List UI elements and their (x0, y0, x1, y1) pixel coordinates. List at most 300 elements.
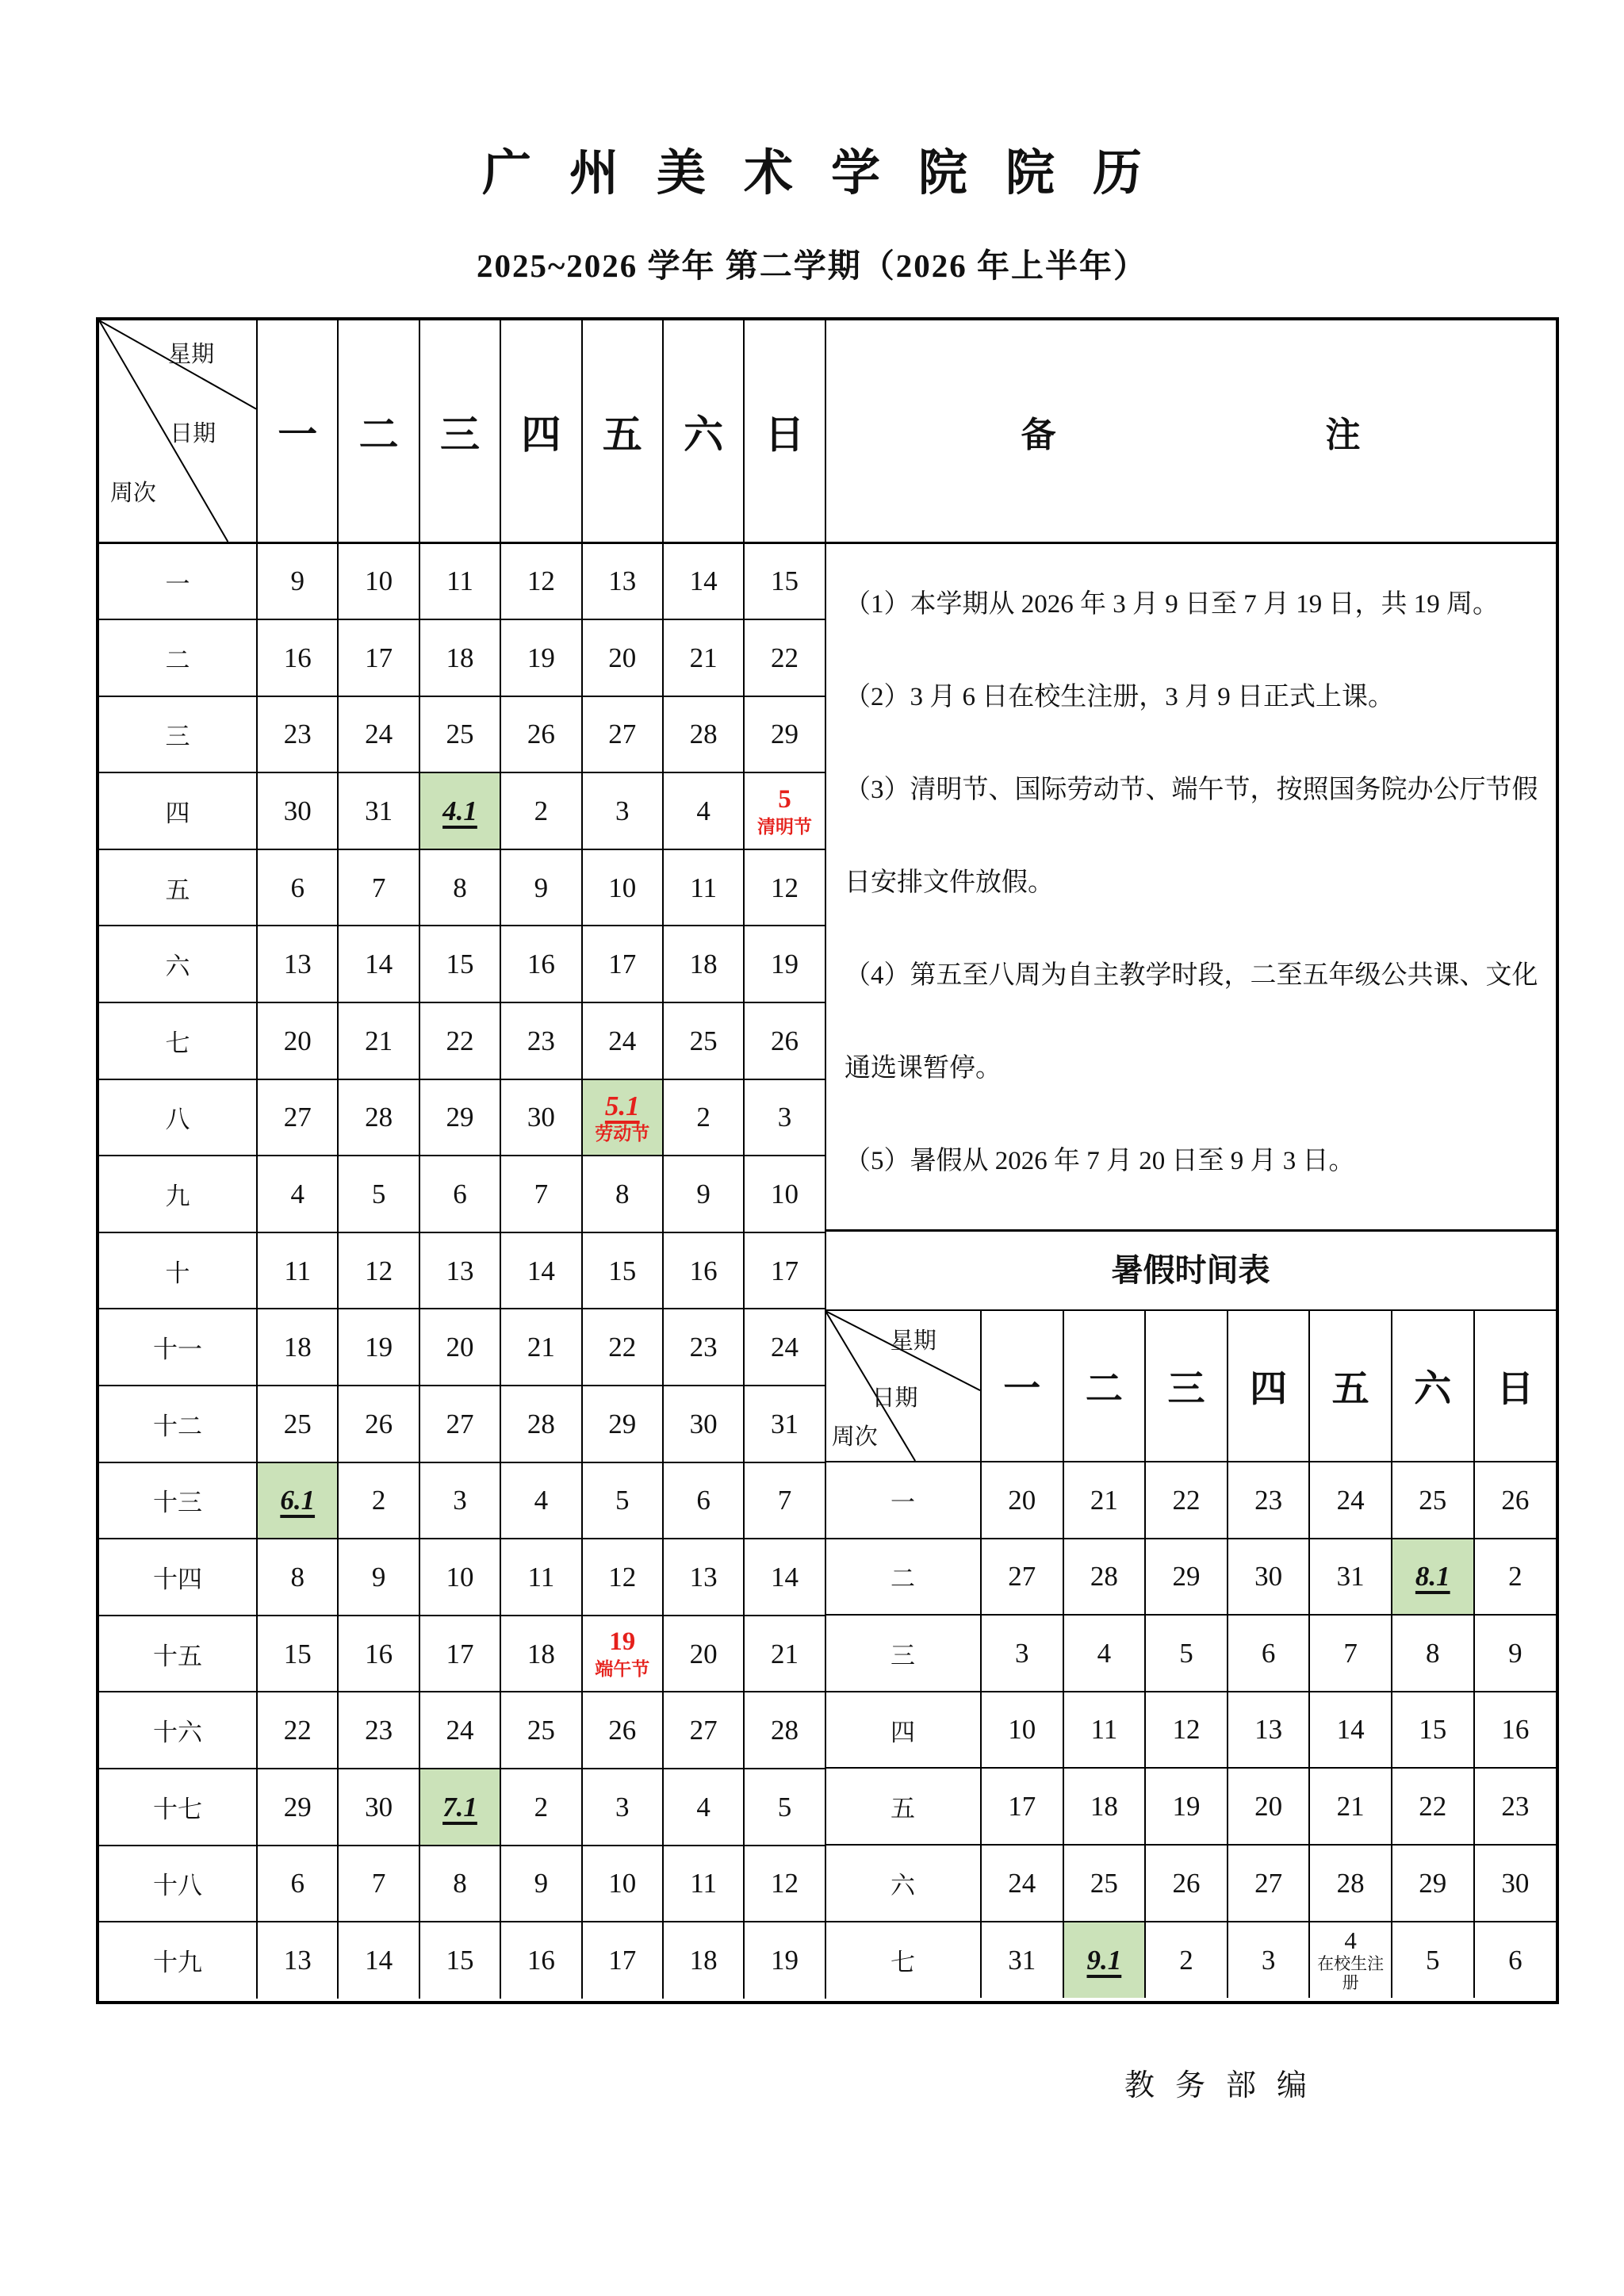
date-cell (663, 1462, 744, 1539)
date-number: 21 (1090, 1484, 1118, 1516)
date-number: 28 (1090, 1561, 1118, 1593)
day-of-week-header: 六 (1392, 1311, 1474, 1462)
remark-line: （4）第五至八周为自主教学时段，二至五年级公共课、文化通选课暂停。 (845, 961, 1538, 1083)
date-number: 21 (689, 642, 718, 673)
remark-line: （3）清明节、国际劳动节、端午节，按照国务院办公厅节假日安排文件放假。 (845, 776, 1538, 897)
date-cell (338, 1846, 419, 1922)
date-number: 13 (446, 1255, 474, 1286)
date-number: 29 (283, 1791, 312, 1823)
date-cell (1228, 1922, 1310, 1999)
date-number: 3 (615, 1791, 630, 1823)
date-cell (744, 849, 825, 926)
date-cell (744, 926, 825, 1002)
date-cell (1309, 1845, 1392, 1922)
date-cell (663, 619, 744, 696)
date-number: 12 (771, 872, 799, 903)
corner-label-weekno: 周次 (109, 481, 156, 507)
date-number: 29 (608, 1408, 637, 1439)
date-cell (744, 1309, 825, 1386)
date-cell (582, 772, 663, 849)
date-cell (419, 849, 500, 926)
date-cell (338, 1002, 419, 1079)
date-number: 11 (284, 1255, 312, 1286)
date-cell (338, 1156, 419, 1232)
date-cell (338, 849, 419, 926)
date-number: 11 (690, 872, 717, 903)
date-number: 27 (689, 1715, 718, 1746)
date-number: 22 (283, 1715, 312, 1746)
date-number: 4 (290, 1178, 304, 1209)
date-cell (257, 696, 338, 773)
page-subtitle: 2025~2026 学年 第二学期（2026 年上半年） (476, 247, 1148, 284)
date-number: 5.1 (604, 1090, 640, 1121)
date-number: 23 (1501, 1791, 1530, 1823)
date-cell (1392, 1692, 1474, 1769)
date-number: 14 (527, 1255, 555, 1286)
date-number: 2 (534, 795, 549, 826)
date-cell (582, 1386, 663, 1462)
date-cell (1474, 1922, 1557, 1999)
date-number: 14 (1336, 1714, 1365, 1746)
date-cell (744, 543, 825, 620)
date-number: 12 (365, 1255, 393, 1286)
calendar-week-row (99, 1079, 825, 1156)
date-cell (1474, 1692, 1557, 1769)
date-cell (663, 926, 744, 1002)
summer-corner-header-cell (825, 1311, 981, 1462)
date-cell (582, 1079, 663, 1156)
date-cell (500, 1616, 581, 1692)
date-annotation: 清明节 (757, 816, 813, 837)
date-cell (1309, 1692, 1392, 1769)
summer-header-row (825, 1311, 1556, 1462)
date-number: 14 (365, 949, 393, 980)
calendar-week-row (99, 1309, 825, 1386)
date-number: 11 (1090, 1714, 1118, 1746)
date-cell (744, 1692, 825, 1769)
date-number: 16 (527, 1945, 555, 1976)
week-number-label: 十七 (99, 1769, 257, 1846)
date-number: 30 (283, 795, 312, 826)
date-cell (1228, 1462, 1310, 1539)
date-number: 2 (1179, 1944, 1193, 1976)
date-cell (500, 1156, 581, 1232)
calendar-week-row (99, 1692, 825, 1769)
date-cell (663, 1232, 744, 1309)
date-number: 16 (365, 1638, 393, 1669)
date-cell (419, 543, 500, 620)
date-number: 25 (1090, 1867, 1118, 1899)
date-number: 28 (1336, 1867, 1365, 1899)
date-cell (419, 1156, 500, 1232)
date-cell (1474, 1845, 1557, 1922)
date-number: 8 (615, 1178, 630, 1209)
date-number: 6 (290, 1868, 304, 1899)
week-number-label: 十六 (99, 1692, 257, 1769)
date-cell (1145, 1539, 1228, 1616)
date-cell (257, 1539, 338, 1616)
date-cell (419, 1692, 500, 1769)
date-number: 3 (777, 1102, 792, 1133)
date-number: 9 (371, 1561, 386, 1593)
date-number: 25 (446, 719, 474, 750)
week-number-label: 六 (99, 926, 257, 1002)
date-cell (744, 1769, 825, 1846)
date-number: 18 (689, 1945, 718, 1976)
date-number: 20 (283, 1025, 312, 1056)
week-number-label: 四 (99, 772, 257, 849)
date-cell (1392, 1615, 1474, 1692)
date-number: 15 (446, 1945, 474, 1976)
remarks-header (825, 320, 1556, 544)
date-number: 24 (365, 719, 393, 750)
date-cell (500, 849, 581, 926)
date-cell (419, 1386, 500, 1462)
date-cell (981, 1768, 1063, 1845)
summer-vacation-table (825, 1311, 1556, 1998)
date-number: 26 (608, 1715, 637, 1746)
date-cell (419, 926, 500, 1002)
week-number-label: 十八 (99, 1846, 257, 1922)
date-number: 17 (446, 1638, 474, 1669)
date-cell (1063, 1768, 1146, 1845)
date-number: 24 (1336, 1484, 1365, 1516)
date-number: 13 (689, 1561, 718, 1593)
date-number: 19 (771, 1945, 799, 1976)
date-cell (582, 696, 663, 773)
date-number: 4 (534, 1485, 549, 1516)
date-number: 28 (527, 1408, 555, 1439)
date-number: 24 (446, 1715, 474, 1746)
date-number: 17 (365, 642, 393, 673)
date-cell (419, 1846, 500, 1922)
date-number: 16 (689, 1255, 718, 1286)
date-cell (663, 1539, 744, 1616)
date-cell (663, 1156, 744, 1232)
calendar-week-row (99, 1846, 825, 1922)
date-number: 16 (283, 642, 312, 673)
date-cell (663, 1079, 744, 1156)
date-number: 4.1 (442, 795, 477, 826)
date-cell (663, 1922, 744, 1999)
date-number: 17 (771, 1255, 799, 1286)
calendar-week-row (99, 1002, 825, 1079)
date-cell (257, 1769, 338, 1846)
date-number: 6 (696, 1485, 710, 1516)
date-cell (744, 1079, 825, 1156)
date-cell (1145, 1462, 1228, 1539)
week-number-label: 六 (825, 1845, 981, 1922)
date-cell (338, 1386, 419, 1462)
date-cell (1228, 1539, 1310, 1616)
date-cell (744, 1386, 825, 1462)
date-cell (419, 772, 500, 849)
date-number: 21 (771, 1638, 799, 1669)
date-cell (257, 1922, 338, 1999)
calendar-week-row (99, 926, 825, 1002)
date-cell (663, 1846, 744, 1922)
date-cell (500, 1846, 581, 1922)
date-cell (1063, 1615, 1146, 1692)
week-number-label: 四 (825, 1692, 981, 1769)
date-annotation: 劳动节 (595, 1124, 650, 1144)
week-number-label: 五 (825, 1768, 981, 1845)
date-number: 26 (527, 719, 555, 750)
date-cell (744, 696, 825, 773)
date-number: 22 (1172, 1484, 1201, 1516)
date-cell (338, 1616, 419, 1692)
corner-label-weekno: 周次 (831, 1424, 878, 1451)
date-number: 28 (689, 719, 718, 750)
date-cell (1228, 1845, 1310, 1922)
date-number: 26 (1501, 1484, 1530, 1516)
calendar-frame (96, 317, 1559, 2004)
date-cell (257, 1079, 338, 1156)
date-number: 16 (1501, 1714, 1530, 1746)
date-number: 2 (1508, 1561, 1522, 1593)
date-number: 29 (446, 1102, 474, 1133)
date-number: 6.1 (280, 1485, 316, 1516)
date-number: 20 (1254, 1791, 1283, 1823)
date-number: 15 (771, 565, 799, 597)
date-number: 4 (1097, 1637, 1112, 1669)
date-number: 5 (371, 1178, 386, 1209)
date-number: 31 (1008, 1944, 1036, 1976)
date-cell (257, 1616, 338, 1692)
date-number: 27 (446, 1408, 474, 1439)
date-number: 8 (1426, 1637, 1440, 1669)
date-number: 9 (1508, 1637, 1522, 1669)
date-cell (257, 772, 338, 849)
date-number: 2 (371, 1485, 386, 1516)
calendar-week-row (825, 1462, 1556, 1539)
date-number: 10 (446, 1561, 474, 1593)
date-cell (500, 1309, 581, 1386)
date-cell (257, 1386, 338, 1462)
date-cell (419, 1232, 500, 1309)
date-number: 30 (1254, 1561, 1283, 1593)
date-number: 25 (689, 1025, 718, 1056)
date-cell (1474, 1615, 1557, 1692)
date-cell (981, 1615, 1063, 1692)
day-of-week-header: 三 (1145, 1311, 1228, 1462)
calendar-week-row (825, 1922, 1556, 1999)
date-cell (1392, 1922, 1474, 1999)
corner-header-cell (99, 320, 257, 543)
calendar-week-row (99, 1156, 825, 1232)
date-number: 7 (777, 1485, 792, 1516)
date-cell (744, 1462, 825, 1539)
date-number: 25 (527, 1715, 555, 1746)
date-cell (500, 1232, 581, 1309)
date-cell (1392, 1768, 1474, 1845)
date-cell (744, 1846, 825, 1922)
week-number-label: 五 (99, 849, 257, 926)
week-number-label: 十九 (99, 1922, 257, 1999)
date-cell (338, 1922, 419, 1999)
date-cell (419, 619, 500, 696)
date-number: 13 (283, 949, 312, 980)
date-number: 26 (365, 1408, 393, 1439)
date-number: 11 (446, 565, 473, 597)
date-cell (419, 1769, 500, 1846)
date-cell (338, 619, 419, 696)
date-cell (1309, 1462, 1392, 1539)
date-cell (582, 1002, 663, 1079)
date-cell (419, 1922, 500, 1999)
date-cell (500, 926, 581, 1002)
date-number: 3 (453, 1485, 467, 1516)
date-cell (338, 1462, 419, 1539)
calendar-week-row (825, 1615, 1556, 1692)
date-cell (582, 1692, 663, 1769)
summer-table-title: 暑假时间表 (825, 1234, 1556, 1311)
week-number-label: 十三 (99, 1462, 257, 1539)
calendar-week-row (99, 1616, 825, 1692)
date-cell (582, 619, 663, 696)
date-cell (663, 772, 744, 849)
date-number: 10 (771, 1178, 799, 1209)
remark-line: （5）暑假从 2026 年 7 月 20 日至 9 月 3 日。 (845, 1147, 1355, 1175)
date-cell (500, 619, 581, 696)
date-number: 7 (534, 1178, 549, 1209)
day-of-week-header: 二 (338, 320, 419, 543)
date-cell (663, 543, 744, 620)
date-number: 9 (290, 565, 304, 597)
date-number: 8 (290, 1561, 304, 1593)
date-number: 17 (1008, 1791, 1036, 1823)
date-cell (1228, 1692, 1310, 1769)
date-cell (257, 849, 338, 926)
date-cell (663, 1616, 744, 1692)
date-number: 17 (608, 949, 637, 980)
date-number: 23 (365, 1715, 393, 1746)
date-cell (338, 1769, 419, 1846)
date-cell (981, 1539, 1063, 1616)
day-of-week-header: 四 (500, 320, 581, 543)
date-cell (419, 1616, 500, 1692)
date-number: 25 (1419, 1484, 1447, 1516)
date-number: 10 (1008, 1714, 1036, 1746)
date-cell (500, 1539, 581, 1616)
remarks-header-char-1: 备 (1021, 415, 1056, 454)
date-cell (500, 1386, 581, 1462)
date-cell (500, 1462, 581, 1539)
date-number: 18 (446, 642, 474, 673)
date-number: 6 (1508, 1944, 1522, 1976)
date-cell (981, 1845, 1063, 1922)
date-number: 11 (527, 1561, 555, 1593)
date-cell (338, 1079, 419, 1156)
day-of-week-header: 一 (981, 1311, 1063, 1462)
date-cell (582, 1462, 663, 1539)
date-cell (419, 1462, 500, 1539)
date-number: 19 (771, 949, 799, 980)
date-cell (1063, 1462, 1146, 1539)
date-cell (257, 1692, 338, 1769)
date-cell (1145, 1615, 1228, 1692)
date-number: 21 (1336, 1791, 1365, 1823)
date-cell (338, 543, 419, 620)
date-cell (1392, 1539, 1474, 1616)
date-number: 19 (1172, 1791, 1201, 1823)
date-cell (981, 1692, 1063, 1769)
calendar-week-row (99, 696, 825, 773)
week-number-label: 十一 (99, 1309, 257, 1386)
day-of-week-header: 二 (1063, 1311, 1146, 1462)
date-number: 8 (453, 1868, 467, 1899)
date-cell (582, 1922, 663, 1999)
date-number: 13 (283, 1945, 312, 1976)
date-cell (981, 1922, 1063, 1999)
date-cell (582, 543, 663, 620)
date-number: 13 (608, 565, 637, 597)
calendar-week-row (825, 1768, 1556, 1845)
date-number: 15 (446, 949, 474, 980)
remark-line: （2）3 月 6 日在校生注册，3 月 9 日正式上课。 (845, 683, 1394, 711)
date-number: 11 (690, 1868, 717, 1899)
day-of-week-header: 四 (1228, 1311, 1310, 1462)
date-number: 22 (446, 1025, 474, 1056)
date-cell (663, 696, 744, 773)
date-number: 18 (1090, 1791, 1118, 1823)
date-number: 15 (283, 1638, 312, 1669)
date-number: 7.1 (442, 1791, 477, 1823)
date-number: 4 (696, 795, 710, 826)
date-cell (1309, 1539, 1392, 1616)
week-number-label: 九 (99, 1156, 257, 1232)
date-number: 29 (1172, 1561, 1201, 1593)
date-cell (338, 1692, 419, 1769)
date-cell (663, 1769, 744, 1846)
date-cell (744, 772, 825, 849)
date-cell (257, 1232, 338, 1309)
date-number: 31 (771, 1408, 799, 1439)
main-header-row (99, 320, 825, 543)
calendar-week-row (99, 1232, 825, 1309)
date-number: 17 (608, 1945, 637, 1976)
date-number: 24 (1008, 1867, 1036, 1899)
date-cell (1063, 1845, 1146, 1922)
date-number: 14 (771, 1561, 799, 1593)
date-cell (419, 696, 500, 773)
date-cell (582, 1156, 663, 1232)
date-cell (582, 1616, 663, 1692)
date-cell (582, 1769, 663, 1846)
date-number: 20 (446, 1332, 474, 1363)
date-number: 19 (527, 642, 555, 673)
date-cell (1309, 1615, 1392, 1692)
date-cell (1228, 1615, 1310, 1692)
date-number: 29 (771, 719, 799, 750)
date-cell (419, 1079, 500, 1156)
date-cell (663, 1692, 744, 1769)
page-title: 广州美术学院院历 (481, 147, 1180, 201)
date-number: 22 (1419, 1791, 1447, 1823)
remarks-header-char-2: 注 (1325, 415, 1361, 454)
date-number: 5 (1179, 1637, 1193, 1669)
date-number: 27 (1008, 1561, 1036, 1593)
corner-label-date: 日期 (871, 1385, 918, 1411)
date-number: 9 (534, 1868, 549, 1899)
date-cell (1063, 1539, 1146, 1616)
date-cell (1474, 1539, 1557, 1616)
date-number: 12 (1172, 1714, 1201, 1746)
day-of-week-header: 五 (1309, 1311, 1392, 1462)
date-number: 3 (1015, 1637, 1029, 1669)
week-number-label: 七 (825, 1922, 981, 1999)
date-cell (419, 1539, 500, 1616)
